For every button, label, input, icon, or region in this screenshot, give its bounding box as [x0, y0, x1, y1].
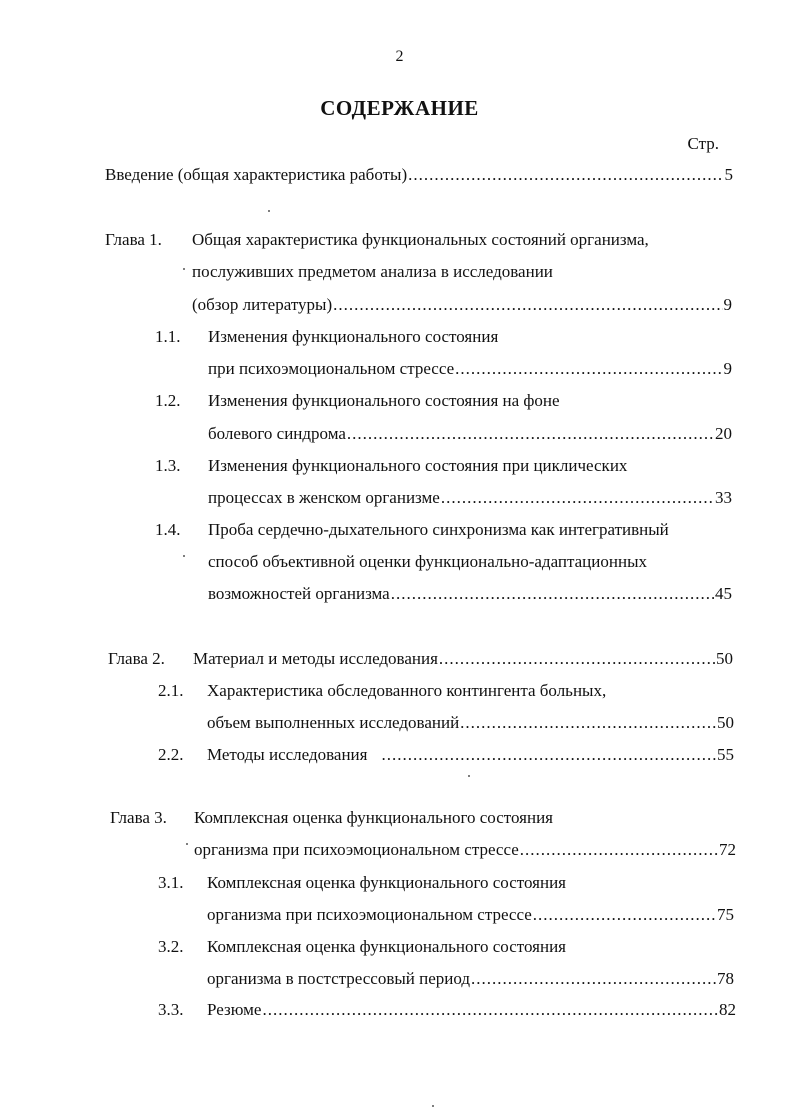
section-title-line: Изменения функционального состояния на фоне [208, 391, 560, 410]
toc-entry-page: 82 [719, 1000, 736, 1019]
dot-leader [408, 165, 723, 185]
chapter-label: Глава 2. [108, 649, 165, 668]
page-number: 2 [395, 48, 404, 65]
toc-entry-page: 33 [715, 488, 732, 507]
chapter-label: Глава 1. [105, 230, 162, 249]
toc-entry-page: 55 [717, 745, 734, 764]
toc-entry-section-3-1[interactable] [207, 905, 734, 925]
section-number: 1.3. [155, 456, 181, 475]
toc-entry-page: 5 [724, 165, 733, 184]
chapter-title-line: (обзор литературы) [192, 295, 333, 314]
scan-speck [432, 1105, 434, 1107]
toc-entry-page: 45 [715, 584, 732, 603]
toc-entry-chapter2[interactable] [193, 649, 733, 669]
dot-leader [439, 649, 715, 669]
scan-speck [268, 210, 270, 212]
dot-leader [520, 840, 718, 860]
toc-entry-section-1-4[interactable] [208, 584, 732, 604]
section-title-line: Комплексная оценка функционального состояния [207, 937, 566, 956]
toc-entry-intro[interactable] [105, 165, 733, 185]
section-title-line: объем выполненных исследований [207, 713, 460, 732]
section-title-line: Резюме [207, 1000, 262, 1019]
section-title-line: Проба сердечно-дыхательного синхронизма как интегративный [208, 520, 669, 539]
section-title-line: Изменения функционального состояния при циклических [208, 456, 628, 475]
dot-leader [533, 905, 716, 925]
dot-leader [441, 488, 714, 508]
dot-leader [347, 424, 714, 444]
dot-leader [391, 584, 714, 604]
toc-entry-page: 9 [723, 295, 732, 314]
chapter-label: Глава 3. [110, 808, 167, 827]
section-title-line: при психоэмоциональном стрессе [208, 359, 455, 378]
toc-entry-section-1-3[interactable] [208, 488, 732, 508]
section-title-line: Методы исследования [207, 745, 368, 764]
section-number: 1.4. [155, 520, 181, 539]
dot-leader [455, 359, 722, 379]
section-number: 1.1. [155, 327, 181, 346]
toc-title: СОДЕРЖАНИЕ [320, 96, 479, 120]
chapter-title-line: Материал и методы исследования [193, 649, 438, 668]
scan-speck [468, 775, 470, 777]
section-title-line: Изменения функционального состояния [208, 327, 499, 346]
scan-speck [183, 268, 185, 270]
section-number: 2.2. [158, 745, 184, 764]
scan-speck [186, 843, 188, 845]
dot-leader [333, 295, 722, 315]
toc-entry-page: 20 [715, 424, 732, 443]
section-title-line: организма в постстрессовый период [207, 969, 471, 988]
section-title-line: возможностей организма [208, 584, 390, 603]
toc-entry-page: 50 [716, 649, 733, 668]
scan-speck [183, 555, 185, 557]
dot-leader [460, 713, 716, 733]
dot-leader [471, 969, 716, 989]
toc-entry-chapter3[interactable] [194, 840, 736, 860]
chapter-title-line: организма при психоэмоциональном стрессе [194, 840, 519, 859]
toc-entry-page: 78 [717, 969, 734, 988]
section-title-line: болевого синдрома [208, 424, 346, 443]
dot-leader [262, 1000, 718, 1020]
section-title-line: способ объективной оценки функционально-адаптационных [208, 552, 647, 571]
toc-entry-section-2-2[interactable] [207, 745, 734, 765]
chapter-title-line: Комплексная оценка функционального состояния [194, 808, 553, 827]
toc-entry-section-1-1[interactable] [208, 359, 732, 379]
toc-entry-page: 75 [717, 905, 734, 924]
toc-entry-section-3-2[interactable] [207, 969, 734, 989]
toc-entry-page: 72 [719, 840, 736, 859]
section-title-line: организма при психоэмоциональном стрессе [207, 905, 532, 924]
toc-entry-page: 50 [717, 713, 734, 732]
section-number: 3.3. [158, 1000, 184, 1019]
section-title-line: процессах в женском организме [208, 488, 440, 507]
section-title-line: Характеристика обследованного контингента больных, [207, 681, 607, 700]
section-number: 1.2. [155, 391, 181, 410]
page-column-header: Стр. [687, 134, 719, 153]
section-number: 3.2. [158, 937, 184, 956]
dot-leader [381, 745, 716, 765]
toc-entry-page: 9 [723, 359, 732, 378]
chapter-title-line: Общая характеристика функциональных состояний организма, [192, 230, 649, 249]
toc-entry-text: Введение (общая характеристика работы) [105, 165, 408, 184]
chapter-title-line: послуживших предметом анализа в исследовании [192, 262, 553, 281]
toc-entry-section-1-2[interactable] [208, 424, 732, 444]
toc-entry-chapter1[interactable] [192, 295, 732, 315]
toc-entry-section-3-3[interactable] [207, 1000, 736, 1020]
section-number: 2.1. [158, 681, 184, 700]
section-title-line: Комплексная оценка функционального состояния [207, 873, 566, 892]
toc-entry-section-2-1[interactable] [207, 713, 734, 733]
section-number: 3.1. [158, 873, 184, 892]
